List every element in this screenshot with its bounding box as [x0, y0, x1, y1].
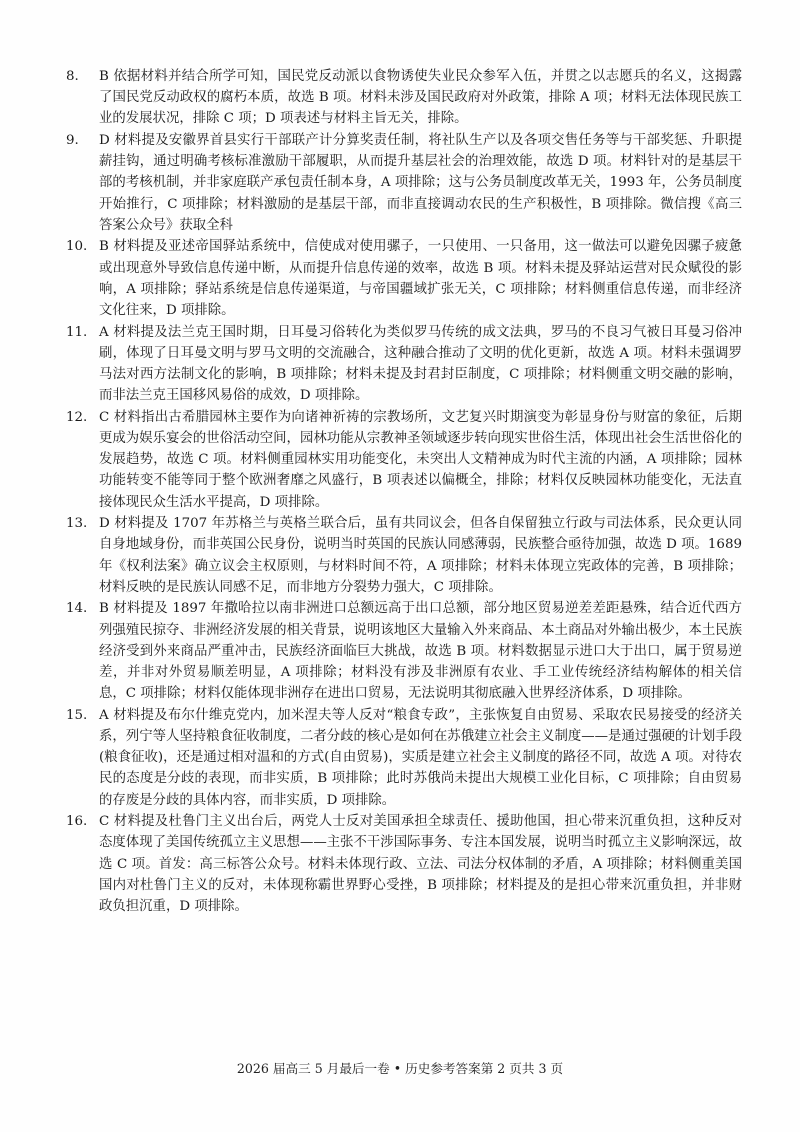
answer-item-8 — [66, 66, 742, 130]
item-number: 15. — [66, 707, 88, 723]
item-text: B 依据材料并结合所学可知，国民党反动派以食物诱使失业民众参军入伍，并贯之以志愿兵的名义，这揭露了国民党反动政权的腐朽本质，故选 B 项。材料未涉及国民政府对外政策，排除 A 项；材料无法体现民族工业的发展状况，排除 C 项；D 项表述与材料主旨无关，排除。 — [99, 69, 742, 127]
item-text: D 材料提及 1707 年苏格兰与英格兰联合后，虽有共同议会，但各自保留独立行政与司法体系，民众更认同自身地域身份，而非英国公民身份，说明当时英国的民族认同感薄弱，民族整合亟待加强，故选 D 项。1689 年《权利法案》确立议会主权原则，与材料时间不符，A 项排除；材料未体现立宪政体的完善，B 项排除；材料反映的是民族认同感不足，而非地方分裂势力强大，C 项排除。 — [99, 516, 742, 595]
item-number: 13. — [66, 516, 88, 532]
item-text: C 材料提及杜鲁门主义出台后，两党人士反对美国承担全球责任、援助他国，担心带来沉重负担，这种反对态度体现了美国传统孤立主义思想——主张不干涉国际事务、专注本国发展，说明当时孤立主义影响深远，故选 C 项。首发：高三标答公众号。材料未体现行政、立法、司法分权体制的矛盾，A 项排除；材料侧重美国国内对杜鲁门主义的反对，未体现称霸世界野心受挫，B 项排除；材料提及的是担心带来沉重负担，并非财政负担沉重，D 项排除。 — [99, 814, 742, 915]
item-number: 12. — [66, 409, 88, 425]
answer-item-12 — [66, 407, 742, 513]
item-text: A 材料提及法兰克王国时期，日耳曼习俗转化为类似罗马传统的成文法典，罗马的不良习气被日耳曼习俗冲刷，体现了日耳曼文明与罗马文明的交流融合，这种融合推动了文明的优化更新，故选 A 项。材料未强调罗马法对西方法制文化的影响，B 项排除；材料未提及封君封臣制度，C 项排除；材料侧重文明交融的影响，而非法兰克王国移风易俗的成效，D 项排除。 — [99, 324, 742, 404]
answer-item-13 — [66, 513, 742, 598]
answer-list — [66, 66, 742, 918]
item-text: B 材料提及亚述帝国驿站系统中，信使成对使用骡子，一只使用、一只备用，这一做法可以避免因骡子疲惫或出现意外导致信息传递中断，从而提升信息传递的效率，故选 B 项。材料未提及驿站运营对民众赋役的影响，A 项排除；驿站系统是信息传递渠道，与帝国疆域扩张无关，C 项排除；材料侧重信息传递，而非经济文化往来，D 项排除。 — [99, 239, 742, 319]
item-text: C 材料指出古希腊园林主要作为向诸神祈祷的宗教场所，文艺复兴时期演变为彰显身份与财富的象征，后期更成为娱乐宴会的世俗活动空间，园林功能从宗教神圣领域逐步转向现实世俗生活，体现出社会生活世俗化的发展趋势，故选 C 项。材料侧重园林实用功能变化，未突出人文精神成为时代主流的内涵，A 项排除；园林功能转变不能等同于整个欧洲奢靡之风盛行，B 项表述以偏概全，排除；材料仅反映园林功能变化，无法直接体现民众生活水平提高，D 项排除。 — [99, 409, 742, 510]
answer-item-10 — [66, 236, 742, 321]
item-text: D 材料提及安徽界首县实行干部联产计分算奖责任制，将社队生产以及各项交售任务等与干部奖惩、升职提薪挂钩，通过明确考核标准激励干部履职，从而提升基层社会的治理效能，故选 D 项。材料针对的是基层干部的考核机制，并非家庭联产承包责任制本身，A 项排除；这与公务员制度改革无关，1993 年，公务员制度开始推行，C 项排除；材料激励的是基层干部，而非直接调动农民的生产积极性，B 项排除。微信搜《高三答案公众号》获取全科 — [99, 133, 742, 233]
page-footer: 2026 届高三 5 月最后一卷 • 历史参考答案第 2 页共 3 页 — [236, 1061, 564, 1076]
answer-item-9 — [66, 130, 742, 236]
item-number: 8. — [66, 69, 79, 84]
answer-item-16 — [66, 811, 742, 917]
item-text: B 材料提及 1897 年撒哈拉以南非洲进口总额远高于出口总额，部分地区贸易逆差差距悬殊，结合近代西方列强殖民掠夺、非洲经济发展的相关背景，说明该地区大量输入外来商品、本土商品对外输出极少，本土民族经济受到外来商品严重冲击，民族经济面临巨大挑战，故选 B 项。材料数据显示进口大于出口，属于贸易逆差，并非对外贸易顺差明显，A 项排除；材料没有涉及非洲原有农业、手工业传统经济结构解体的相关信息，C 项排除；材料仅能体现非洲存在进出口贸易，无法说明其彻底融入世界经济体系，D 项排除。 — [99, 601, 742, 702]
item-number: 9. — [66, 133, 79, 148]
item-number: 16. — [66, 814, 88, 830]
answer-item-15 — [66, 705, 742, 811]
item-number: 11. — [66, 324, 88, 340]
item-number: 10. — [66, 239, 88, 255]
item-text: A 材料提及布尔什维克党内，加米涅夫等人反对“粮食专政”，主张恢复自由贸易、采取农民易接受的经济关系，列宁等人坚持粮食征收制度，二者分歧的核心是如何在苏俄建立社会主义制度——是通过强硬的计划手段(粮食征收)，还是通过相对温和的方式(自由贸易)，实质是建立社会主义制度的路径不同，故选 A 项。对待农民的态度是分歧的表现，而非实质，B 项排除；此时苏俄尚未提出大规模工业化目标，C 项排除；自由贸易的存废是分歧的具体内容，而非实质，D 项排除。 — [99, 707, 742, 808]
answer-item-14 — [66, 598, 742, 704]
item-number: 14. — [66, 601, 88, 617]
answer-item-11 — [66, 322, 742, 407]
